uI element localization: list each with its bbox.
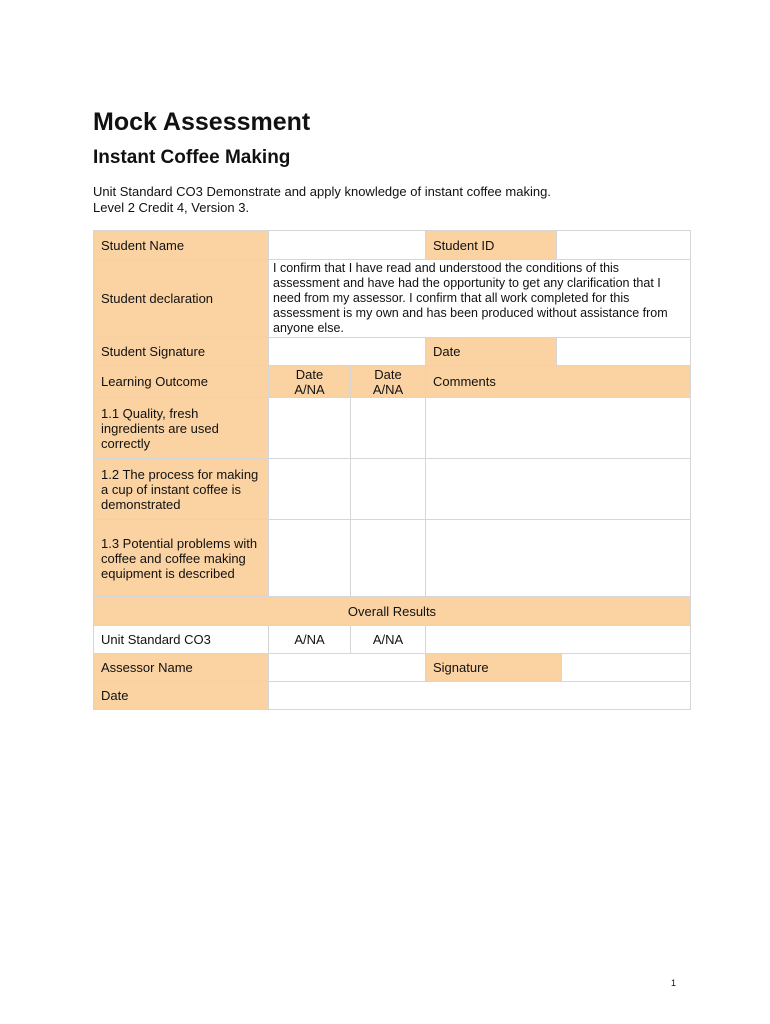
final-date-label: Date	[94, 682, 269, 710]
student-signature-row	[94, 338, 691, 366]
final-date-field[interactable]	[269, 682, 691, 710]
student-signature-label: Student Signature	[94, 338, 269, 366]
assessor-signature-label: Signature	[426, 654, 562, 682]
outcome-1-date-2-field[interactable]	[351, 398, 426, 459]
document-title: Mock Assessment	[93, 108, 311, 136]
student-signature-field[interactable]	[269, 338, 426, 366]
outcome-2-comments-field[interactable]	[426, 459, 691, 520]
unit-standard-comments-field[interactable]	[426, 626, 691, 654]
student-declaration-row	[94, 260, 691, 338]
date-column-1-subtitle: A/NA	[294, 381, 325, 397]
assessor-name-label: Assessor Name	[94, 654, 269, 682]
date-column-2-title: Date	[374, 366, 402, 382]
student-id-field[interactable]	[557, 231, 691, 260]
student-date-field[interactable]	[557, 338, 691, 366]
unit-standard-result-2[interactable]: A/NA	[351, 626, 426, 654]
final-date-row	[94, 682, 691, 710]
date-column-2-header	[351, 366, 426, 398]
date-column-2-subtitle: A/NA	[372, 381, 404, 397]
assessor-name-field[interactable]	[269, 654, 426, 682]
student-date-label: Date	[426, 338, 557, 366]
date-column-1-title: Date	[295, 366, 324, 382]
student-id-label: Student ID	[426, 231, 557, 260]
declaration-text: I confirm that I have read and understood the conditions of this assessment and have had the opportunity to get any clarification that I need from my assessor. I confirm that all work completed for this assessment is my own and has been produced without assistance from anyone else.	[269, 260, 691, 338]
student-name-label: Student Name	[94, 231, 269, 260]
outcome-1-comments-field[interactable]	[426, 398, 691, 459]
overall-results-row	[94, 597, 691, 626]
outcome-3-label: 1.3 Potential problems with coffee and coffee making equipment is described	[94, 520, 269, 597]
student-name-field[interactable]	[269, 231, 426, 260]
intro-line-level: Level 2 Credit 4, Version 3.	[93, 200, 250, 215]
intro-line-unit-standard: Unit Standard CO3 Demonstrate and apply knowledge of instant coffee making.	[93, 184, 551, 199]
learning-outcome-label: Learning Outcome	[94, 366, 269, 398]
date-column-1-header	[269, 366, 351, 398]
outcome-row	[94, 520, 691, 597]
outcome-2-date-2-field[interactable]	[351, 459, 426, 520]
outcome-3-date-2-field[interactable]	[351, 520, 426, 597]
page-number: 1	[671, 978, 677, 988]
learning-outcome-header-row	[94, 366, 691, 398]
outcome-1-label: 1.1 Quality, fresh ingredients are used correctly	[94, 398, 269, 459]
unit-standard-result-1[interactable]: A/NA	[269, 626, 351, 654]
outcome-1-date-1-field[interactable]	[269, 398, 351, 459]
unit-standard-row	[94, 626, 691, 654]
outcome-row	[94, 398, 691, 459]
student-name-row	[94, 231, 691, 260]
assessor-signature-field[interactable]	[562, 654, 691, 682]
outcome-3-date-1-field[interactable]	[269, 520, 351, 597]
document-subtitle: Instant Coffee Making	[93, 147, 291, 168]
outcome-row	[94, 459, 691, 520]
intro-text	[93, 184, 551, 216]
outcome-2-label: 1.2 The process for making a cup of instant coffee is demonstrated	[94, 459, 269, 520]
overall-results-label: Overall Results	[94, 597, 691, 626]
unit-standard-label: Unit Standard CO3	[94, 626, 269, 654]
student-declaration-label: Student declaration	[94, 260, 269, 338]
comments-header: Comments	[426, 366, 691, 398]
assessment-form-table	[93, 230, 691, 710]
outcome-3-comments-field[interactable]	[426, 520, 691, 597]
assessor-name-row	[94, 654, 691, 682]
outcome-2-date-1-field[interactable]	[269, 459, 351, 520]
